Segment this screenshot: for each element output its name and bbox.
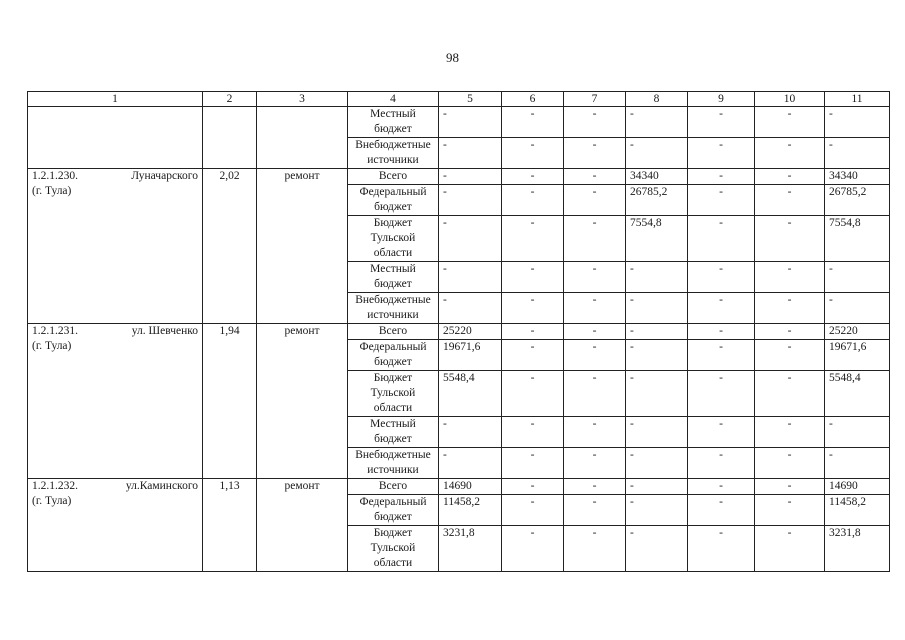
value-cell-col6: - xyxy=(502,138,564,169)
value-cell-col8: 34340 xyxy=(626,169,688,185)
value-cell-col7: - xyxy=(564,216,626,262)
value-cell-col9: - xyxy=(688,262,755,293)
object-name: ул. Шевченко xyxy=(131,325,198,337)
value-cell-col9: - xyxy=(688,169,755,185)
value-cell-col6: - xyxy=(502,495,564,526)
work-type-cell: ремонт xyxy=(257,324,348,479)
value-cell-col9: - xyxy=(688,417,755,448)
header-cell: 6 xyxy=(502,92,564,107)
value-cell-col11: 11458,2 xyxy=(825,495,890,526)
value-cell-col7: - xyxy=(564,526,626,572)
continuation-cell xyxy=(257,107,348,169)
value-cell-col7: - xyxy=(564,340,626,371)
value-cell-col6: - xyxy=(502,526,564,572)
funding-source-cell: Бюджет Тульской области xyxy=(348,371,439,417)
page-number: 98 xyxy=(446,50,459,65)
object-code: 1.2.1.230. xyxy=(32,170,78,182)
funding-source-cell: Федеральный бюджет xyxy=(348,340,439,371)
length-cell: 2,02 xyxy=(203,169,257,324)
funding-source-cell: Бюджет Тульской области xyxy=(348,526,439,572)
value-cell-col6: - xyxy=(502,340,564,371)
value-cell-col5: - xyxy=(439,262,502,293)
value-cell-col8: 7554,8 xyxy=(626,216,688,262)
value-cell-col11: 3231,8 xyxy=(825,526,890,572)
value-cell-col8: - xyxy=(626,293,688,324)
value-cell-col5: 19671,6 xyxy=(439,340,502,371)
value-cell-col9: - xyxy=(688,526,755,572)
object-cell xyxy=(28,479,203,572)
value-cell-col5: 14690 xyxy=(439,479,502,495)
value-cell-col5: 25220 xyxy=(439,324,502,340)
value-cell-col7: - xyxy=(564,371,626,417)
value-cell-col9: - xyxy=(688,340,755,371)
funding-source-cell: Внебюджетные источники xyxy=(348,138,439,169)
object-cell xyxy=(28,324,203,479)
value-cell-col6: - xyxy=(502,107,564,138)
value-cell-col10: - xyxy=(755,216,825,262)
value-cell-col8: - xyxy=(626,371,688,417)
value-cell-col11: 25220 xyxy=(825,324,890,340)
header-cell: 2 xyxy=(203,92,257,107)
value-cell-col9: - xyxy=(688,371,755,417)
object-name: Луначарского xyxy=(131,170,198,182)
value-cell-col5: - xyxy=(439,417,502,448)
header-cell: 10 xyxy=(755,92,825,107)
value-cell-col9: - xyxy=(688,448,755,479)
value-cell-col7: - xyxy=(564,262,626,293)
object-city: (г. Тула) xyxy=(32,340,72,352)
value-cell-col9: - xyxy=(688,293,755,324)
value-cell-col10: - xyxy=(755,479,825,495)
value-cell-col10: - xyxy=(755,324,825,340)
value-cell-col7: - xyxy=(564,479,626,495)
funding-source-cell: Внебюджетные источники xyxy=(348,448,439,479)
funding-source-cell: Всего xyxy=(348,169,439,185)
value-cell-col10: - xyxy=(755,138,825,169)
value-cell-col11: - xyxy=(825,138,890,169)
funding-source-cell: Местный бюджет xyxy=(348,417,439,448)
value-cell-col7: - xyxy=(564,138,626,169)
table-body xyxy=(28,92,890,572)
table-row xyxy=(28,169,890,185)
value-cell-col8: - xyxy=(626,324,688,340)
work-type-cell: ремонт xyxy=(257,169,348,324)
value-cell-col11: 34340 xyxy=(825,169,890,185)
value-cell-col9: - xyxy=(688,216,755,262)
value-cell-col6: - xyxy=(502,371,564,417)
object-code: 1.2.1.231. xyxy=(32,325,78,337)
value-cell-col10: - xyxy=(755,169,825,185)
object-code: 1.2.1.232. xyxy=(32,480,78,492)
value-cell-col11: 7554,8 xyxy=(825,216,890,262)
value-cell-col5: - xyxy=(439,185,502,216)
value-cell-col6: - xyxy=(502,417,564,448)
value-cell-col5: - xyxy=(439,138,502,169)
table-row xyxy=(28,107,890,138)
value-cell-col6: - xyxy=(502,262,564,293)
value-cell-col8: - xyxy=(626,262,688,293)
value-cell-col6: - xyxy=(502,185,564,216)
header-cell: 8 xyxy=(626,92,688,107)
value-cell-col8: 26785,2 xyxy=(626,185,688,216)
value-cell-col11: 19671,6 xyxy=(825,340,890,371)
funding-source-cell: Местный бюджет xyxy=(348,107,439,138)
funding-source-cell: Внебюджетные источники xyxy=(348,293,439,324)
value-cell-col10: - xyxy=(755,340,825,371)
value-cell-col8: - xyxy=(626,526,688,572)
value-cell-col10: - xyxy=(755,495,825,526)
value-cell-col11: - xyxy=(825,417,890,448)
value-cell-col8: - xyxy=(626,340,688,371)
value-cell-col9: - xyxy=(688,479,755,495)
funding-source-cell: Всего xyxy=(348,324,439,340)
work-type-cell: ремонт xyxy=(257,479,348,572)
table-row xyxy=(28,324,890,340)
value-cell-col6: - xyxy=(502,479,564,495)
value-cell-col10: - xyxy=(755,262,825,293)
header-row xyxy=(28,92,890,107)
value-cell-col7: - xyxy=(564,185,626,216)
object-name: ул.Каминского xyxy=(125,480,198,492)
funding-source-cell: Федеральный бюджет xyxy=(348,495,439,526)
value-cell-col11: - xyxy=(825,262,890,293)
value-cell-col8: - xyxy=(626,448,688,479)
header-cell: 7 xyxy=(564,92,626,107)
value-cell-col10: - xyxy=(755,448,825,479)
value-cell-col9: - xyxy=(688,185,755,216)
value-cell-col6: - xyxy=(502,216,564,262)
value-cell-col9: - xyxy=(688,138,755,169)
value-cell-col5: 11458,2 xyxy=(439,495,502,526)
funding-source-cell: Федеральный бюджет xyxy=(348,185,439,216)
continuation-cell xyxy=(203,107,257,169)
value-cell-col11: 14690 xyxy=(825,479,890,495)
header-cell: 11 xyxy=(825,92,890,107)
value-cell-col10: - xyxy=(755,107,825,138)
funding-source-cell: Всего xyxy=(348,479,439,495)
value-cell-col10: - xyxy=(755,417,825,448)
value-cell-col9: - xyxy=(688,495,755,526)
value-cell-col7: - xyxy=(564,169,626,185)
value-cell-col5: - xyxy=(439,107,502,138)
value-cell-col11: - xyxy=(825,448,890,479)
header-cell: 1 xyxy=(28,92,203,107)
header-cell: 9 xyxy=(688,92,755,107)
header-cell: 4 xyxy=(348,92,439,107)
value-cell-col10: - xyxy=(755,185,825,216)
continuation-cell xyxy=(28,107,203,169)
value-cell-col9: - xyxy=(688,107,755,138)
header-cell: 5 xyxy=(439,92,502,107)
value-cell-col10: - xyxy=(755,293,825,324)
object-city: (г. Тула) xyxy=(32,185,72,197)
value-cell-col7: - xyxy=(564,495,626,526)
value-cell-col5: - xyxy=(439,448,502,479)
value-cell-col8: - xyxy=(626,138,688,169)
budget-table xyxy=(27,91,890,572)
funding-source-cell: Бюджет Тульской области xyxy=(348,216,439,262)
object-cell xyxy=(28,169,203,324)
value-cell-col8: - xyxy=(626,479,688,495)
value-cell-col11: - xyxy=(825,107,890,138)
value-cell-col5: 3231,8 xyxy=(439,526,502,572)
funding-source-cell: Местный бюджет xyxy=(348,262,439,293)
value-cell-col11: 5548,4 xyxy=(825,371,890,417)
value-cell-col7: - xyxy=(564,448,626,479)
value-cell-col5: - xyxy=(439,169,502,185)
object-city: (г. Тула) xyxy=(32,495,72,507)
value-cell-col10: - xyxy=(755,371,825,417)
value-cell-col6: - xyxy=(502,324,564,340)
value-cell-col5: - xyxy=(439,293,502,324)
value-cell-col7: - xyxy=(564,417,626,448)
value-cell-col6: - xyxy=(502,169,564,185)
value-cell-col5: - xyxy=(439,216,502,262)
table-row xyxy=(28,479,890,495)
value-cell-col6: - xyxy=(502,448,564,479)
length-cell: 1,94 xyxy=(203,324,257,479)
value-cell-col11: - xyxy=(825,293,890,324)
length-cell: 1,13 xyxy=(203,479,257,572)
value-cell-col8: - xyxy=(626,495,688,526)
value-cell-col8: - xyxy=(626,417,688,448)
value-cell-col6: - xyxy=(502,293,564,324)
header-cell: 3 xyxy=(257,92,348,107)
value-cell-col10: - xyxy=(755,526,825,572)
value-cell-col11: 26785,2 xyxy=(825,185,890,216)
value-cell-col7: - xyxy=(564,324,626,340)
value-cell-col7: - xyxy=(564,107,626,138)
value-cell-col5: 5548,4 xyxy=(439,371,502,417)
value-cell-col7: - xyxy=(564,293,626,324)
value-cell-col9: - xyxy=(688,324,755,340)
value-cell-col8: - xyxy=(626,107,688,138)
